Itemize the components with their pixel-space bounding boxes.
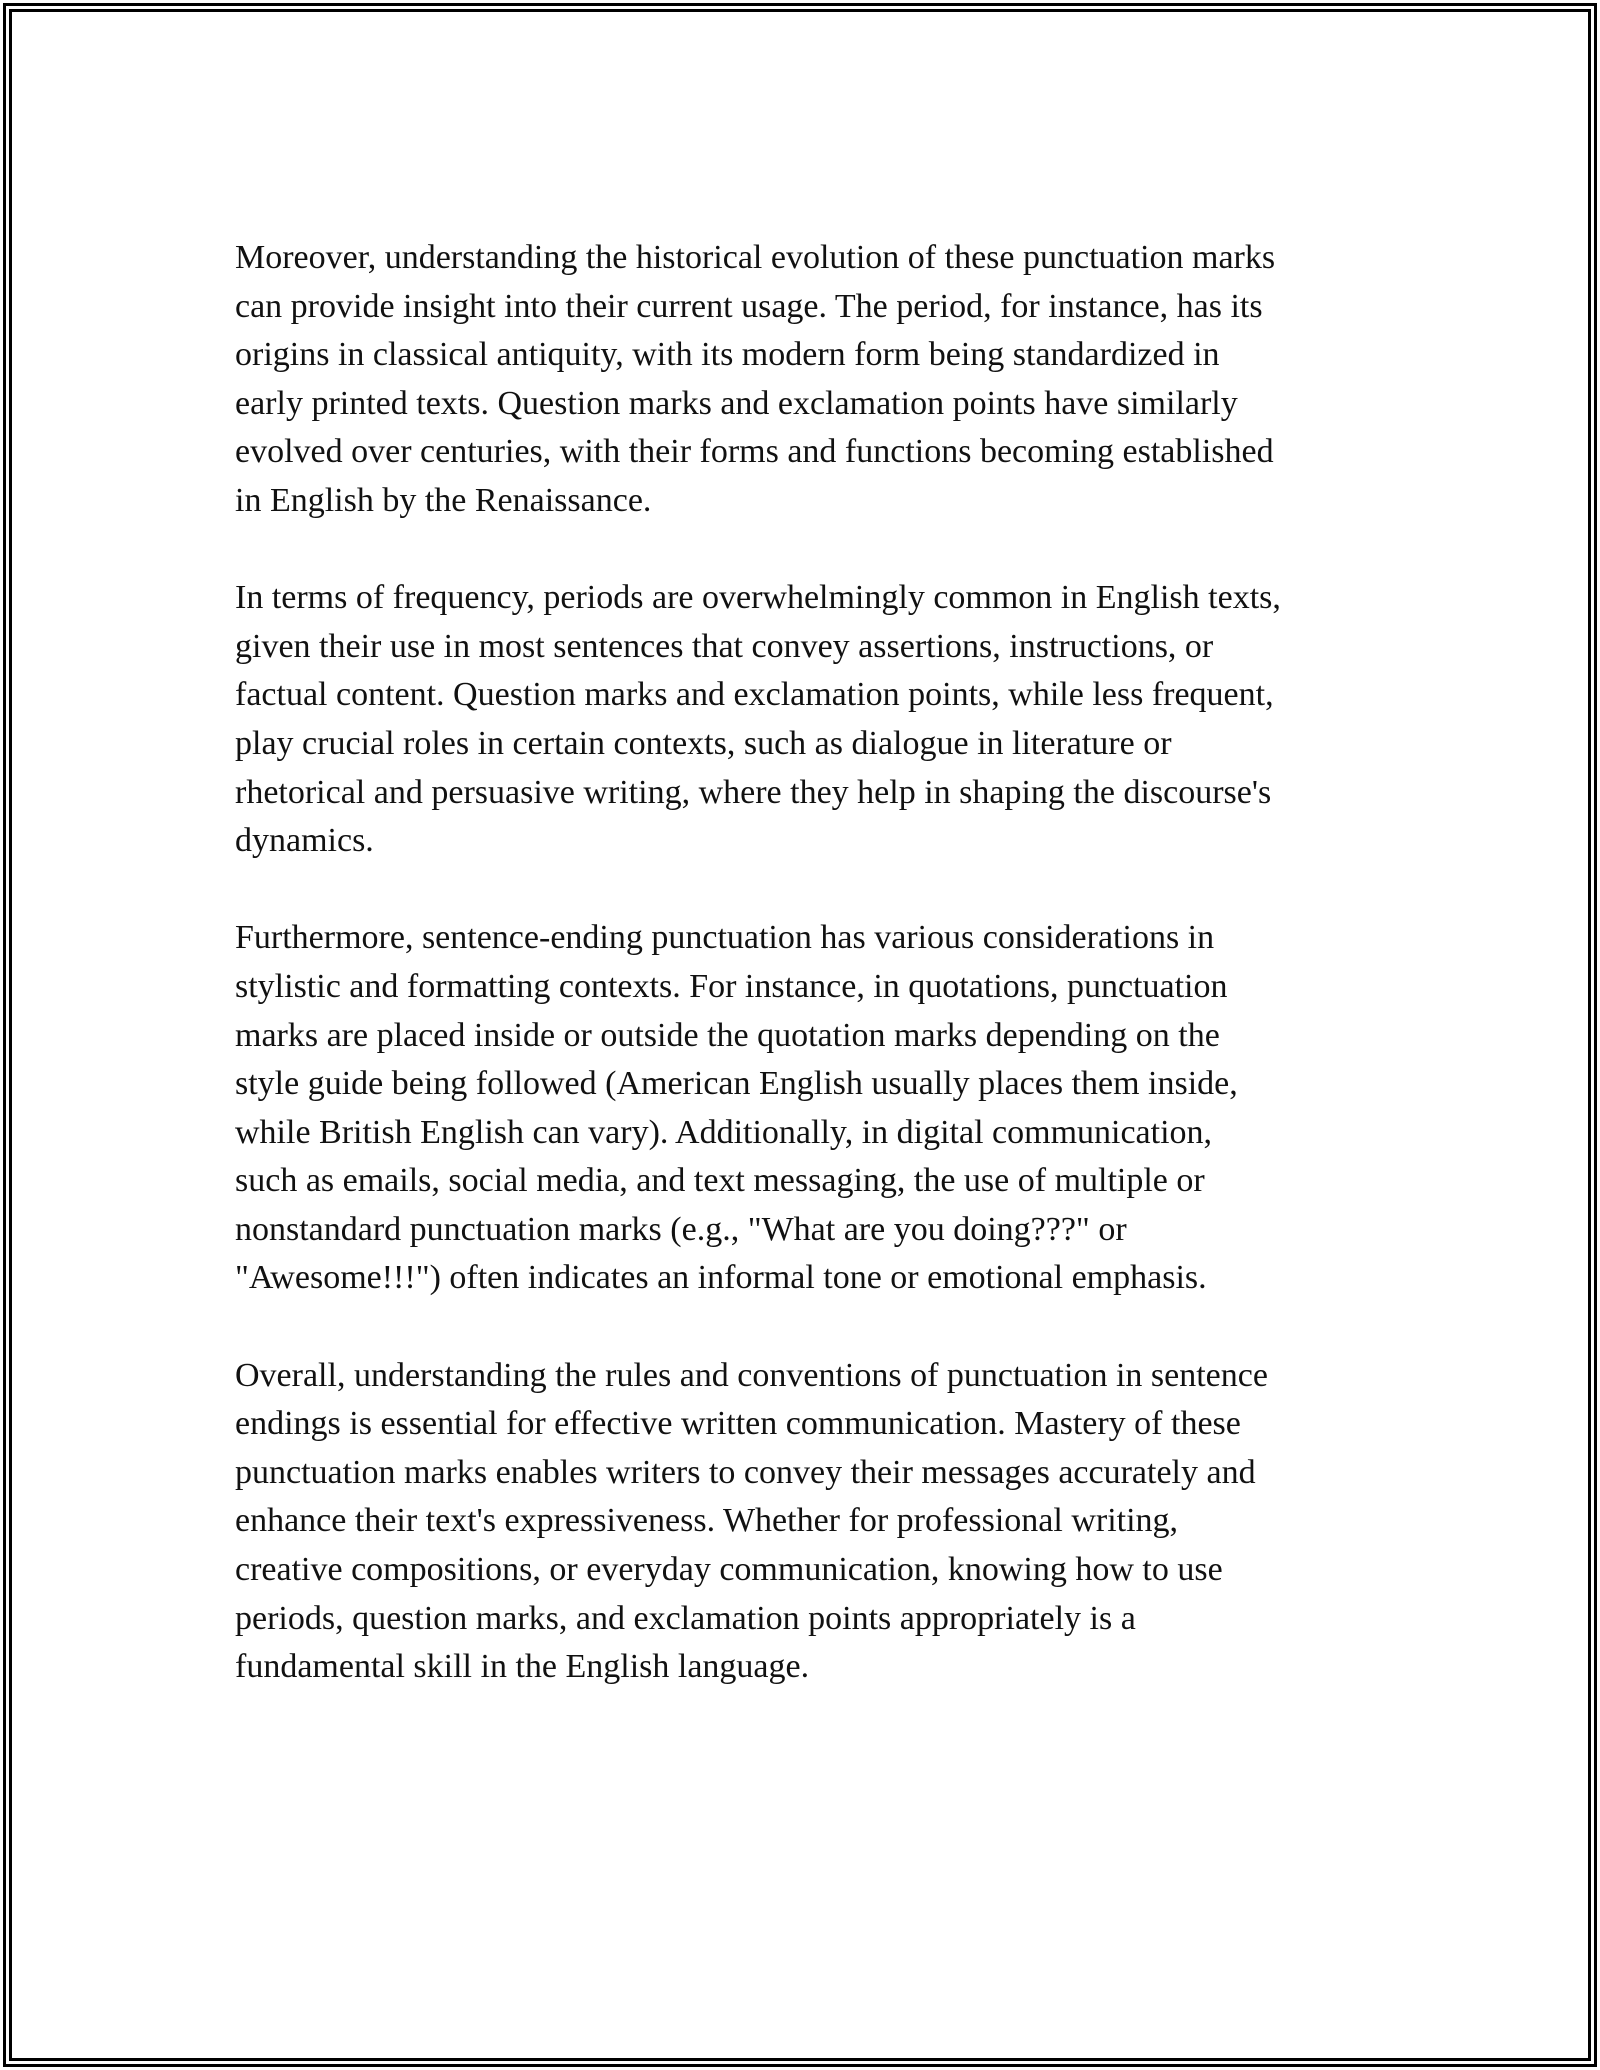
document-body	[235, 234, 1385, 1740]
paragraph-historical-evolution: Moreover, understanding the historical evolution of these punctuation marks can provide insight into their current usage. The period, for instance, has its origins in classical antiquity, with its modern form being standardized in early printed texts. Question marks and exclamation points have similarly evolved over centuries, with their forms and functions becoming established in English by the Renaissance.	[235, 239, 1276, 519]
paragraph-stylistic-considerations: Furthermore, sentence-ending punctuation has various considerations in stylistic and formatting contexts. For instance, in quotations, punctuation marks are placed inside or outside the quotation marks depending on the style guide being followed (American English usually places them inside, while British English can vary). Additionally, in digital communication, such as emails, social media, and text messaging, the use of multiple or nonstandard punctuation marks (e.g., "What are you doing???" or "Awesome!!!") often indicates an informal tone or emotional emphasis.	[235, 919, 1238, 1297]
paragraph-overall-conclusion: Overall, understanding the rules and conventions of punctuation in sentence endings is essential for effective written communication. Mastery of these punctuation marks enables writers to convey their messages accurately and enhance their text's expressiveness. Whether for professional writing, creative compositions, or everyday communication, knowing how to use periods, question marks, and exclamation points appropriately is a fundamental skill in the English language.	[235, 1356, 1268, 1686]
paragraph-frequency: In terms of frequency, periods are overwhelmingly common in English texts, given their use in most sentences that convey assertions, instructions, or factual content. Question marks and exclamation points, while less frequent, play crucial roles in certain contexts, such as dialogue in literature or rhetorical and persuasive writing, where they help in shaping the discourse's dynamics.	[235, 579, 1281, 860]
